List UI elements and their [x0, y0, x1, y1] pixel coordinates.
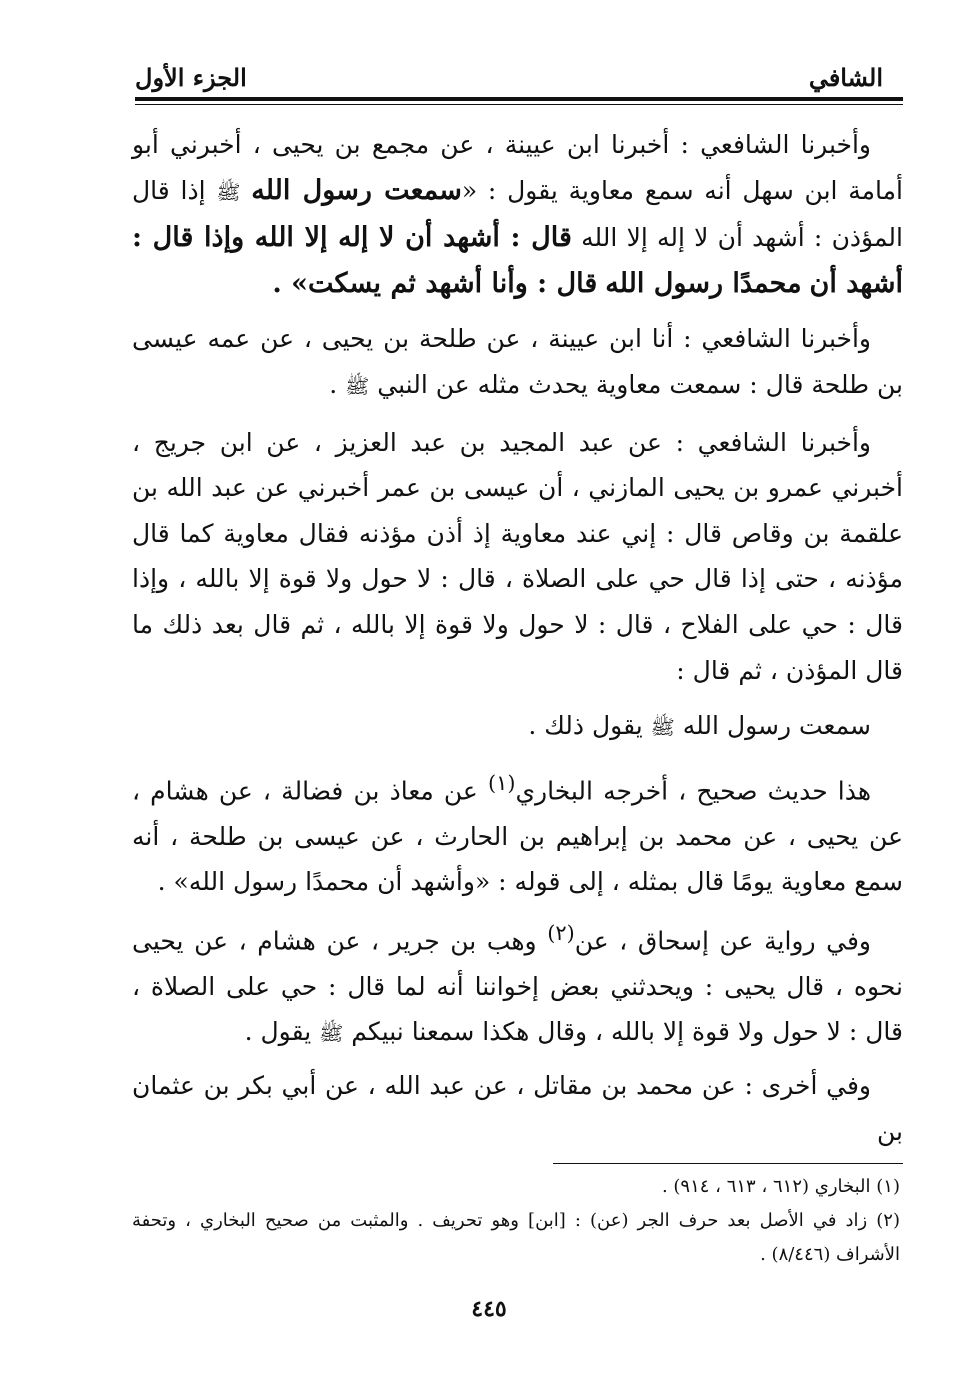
text-run: عن معاذ بن فضالة ، عن هشام ، عن يحيى ، عن محمد بن إبراهيم بن الحارث ، عن عيسى بن طلحة ، أنه سمع معاوية يومًا قال بمثله ، إلى قوله : «وأشهد أن محمدًا رسول الله» . [132, 776, 903, 897]
footnote-separator [553, 1163, 903, 1164]
bold-quote: قال : أشهد أن لا إله إلا الله وإذا قال : أشهد أن [132, 222, 903, 299]
main-text [132, 122, 903, 1160]
salla-glyph: ﷺ [650, 715, 675, 740]
footnotes [132, 1170, 900, 1272]
text-run: وأخبرنا الشافعي : عن عبد المجيد بن عبد العزيز ، عن ابن جريج ، أخبرني عمرو بن يحيى المازني ، أن عيسى بن عمر أخبرني عن عبد الله بن علقمة بن وقاص قال : إني عند معاوية إذ أذن مؤذنه فقال معاوية كما قال مؤذنه ، حتى إذا قال حي على الصلاة ، قال : لا حول ولا قوة إلا بالله ، وإذا قال : حي على الفلاح ، قال : لا حول ولا قوة إلا بالله ، ثم قال بعد ذلك ما قال المؤذن ، ثم قال : [132, 427, 903, 685]
text-run: يقول . [244, 1017, 312, 1047]
paragraph-7 [132, 1063, 903, 1154]
text-run: وفي رواية عن إسحاق ، عن [574, 926, 871, 956]
footnote-ref: (٢) [547, 920, 575, 945]
running-header [135, 48, 883, 92]
salla-glyph: ﷺ [216, 179, 241, 204]
text-run: يقول ذلك . [528, 711, 643, 741]
footnote-1: (١) البخاري (٦١٢ ، ٦١٣ ، ٩١٤) . [661, 1176, 900, 1197]
paragraph-4 [132, 703, 903, 751]
paragraph-1 [132, 122, 903, 306]
paragraph-2 [132, 316, 903, 409]
footnote-2: (٢) زاد في الأصل بعد حرف الجر (عن) : [ابن] وهو تحريف . والمثبت من صحيح البخاري ، وتحفة الأشراف (٨/٤٤٦) . [132, 1210, 900, 1265]
text-run: وهب بن جرير ، عن هشام ، عن يحيى نحوه ، قال يحيى : ويحدثني بعض إخواننا أنه لما قال : حي على الصلاة ، قال : لا حول ولا قوة إلا بالله ، وقال هكذا سمعنا نبيكم [132, 926, 903, 1047]
text-run: هذا حديث صحيح ، أخرجه البخاري [515, 776, 872, 806]
quote-close: » . [272, 267, 309, 299]
paragraph-5 [132, 761, 903, 905]
bold-quote: سمعت رسول الله [251, 174, 462, 206]
header-rule [135, 97, 903, 105]
text-run: وأخبرنا الشافعي : أخبرنا ابن عيينة ، عن مجمع بن يحيى ، أخبرني أبو أمامة ابن سهل أنه سمع معاوية يقول : « [132, 130, 904, 205]
footnote-ref: (١) [487, 770, 516, 795]
salla-glyph: ﷺ [345, 373, 370, 398]
salla-glyph: ﷺ [319, 1021, 344, 1046]
text-run: إذا قال المؤذن : أشهد أن لا إله إلا الله [132, 175, 903, 253]
paragraph-3 [132, 420, 903, 694]
page-number: ٤٤٥ [471, 1296, 507, 1322]
text-run: وفي أخرى : عن محمد بن مقاتل ، عن عبد الله ، عن أبي بكر بن عثمان بن [132, 1070, 903, 1146]
text-run: . [329, 369, 346, 399]
volume-label: الجزء الأول [135, 63, 247, 92]
bold-quote: محمدًا رسول الله [605, 267, 802, 299]
paragraph-6 [132, 911, 903, 1057]
bold-quote: قال : وأنا أشهد ثم يسكت [308, 267, 598, 299]
book-title: الشافي [808, 63, 883, 92]
text-run: وأخبرنا الشافعي : أنا ابن عيينة ، عن طلحة بن يحيى ، عن عمه عيسى بن طلحة قال : سمعت معاوية يحدث مثله عن النبي [132, 324, 903, 399]
text-run: سمعت رسول الله [682, 711, 871, 741]
